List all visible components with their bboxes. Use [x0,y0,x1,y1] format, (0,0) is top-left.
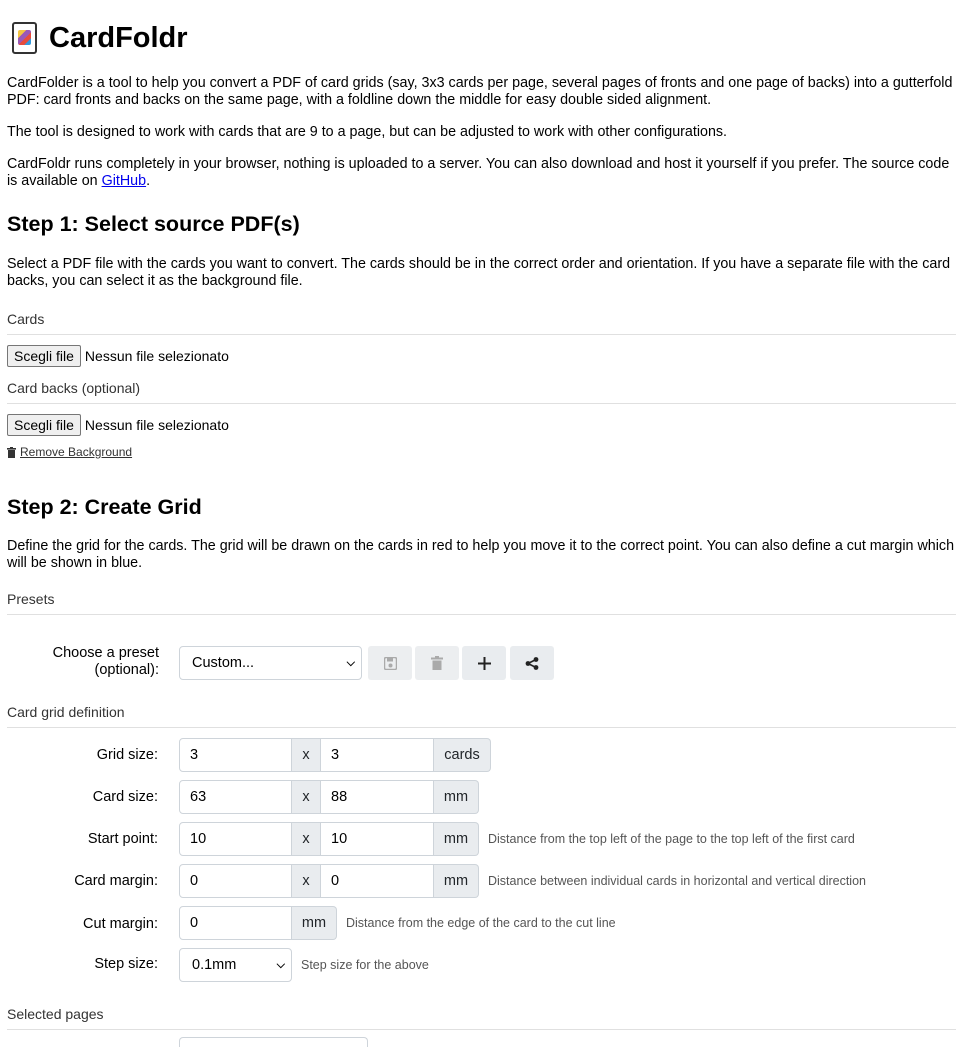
step-size-group [179,948,429,982]
intro-text: CardFoldr runs completely in your browser, nothing is uploaded to a server. You can also download and host it yourself if you prefer. The source code is available on [7,156,950,189]
card-backs-file-status: Nessun file selezionato [84,417,229,433]
start-point-group [179,822,855,856]
start-point-separator: x [292,822,320,856]
intro-paragraph-2: The tool is designed to work with cards that are 9 to a page, but can be adjusted to work with other configurations. [7,124,728,140]
cut-margin-group [179,906,616,940]
plus-icon [478,657,491,670]
step-size-select[interactable] [179,948,292,982]
cut-margin-input[interactable]: 0 [179,906,292,940]
cut-margin-hint: Distance from the edge of the card to the cut line [346,916,616,930]
cut-margin-label: Cut margin: [83,916,158,932]
grid-size-label: Grid size: [96,747,158,763]
grid-size-y-input[interactable]: 3 [320,738,434,772]
grid-size-unit: cards [434,738,491,772]
card-margin-y-input[interactable]: 0 [320,864,434,898]
step1-description: Select a PDF file with the cards you want to convert. The cards should be in the correct order and orientation. If you have a separate file with the card backs, you can select it as the background file. [7,256,951,289]
start-point-unit: mm [434,822,479,856]
card-margin-x-input[interactable]: 0 [179,864,292,898]
cards-choose-file-button[interactable]: Scegli file [7,345,81,367]
selected-pages-select[interactable] [179,1037,368,1047]
card-margin-group [179,864,866,898]
start-point-y-input[interactable]: 10 [320,822,434,856]
preset-row-label [7,645,167,679]
step2-heading: Step 2: Create Grid [7,495,202,519]
card-size-y-input[interactable]: 88 [320,780,434,814]
presets-section-label: Presets [7,590,956,615]
card-margin-unit: mm [434,864,479,898]
grid-size-x-input[interactable]: 3 [179,738,292,772]
card-backs-section-label: Card backs (optional) [7,379,956,404]
save-preset-button[interactable] [368,646,412,680]
card-margin-label: Card margin: [74,873,158,889]
card-margin-hint: Distance between individual cards in horizontal and vertical direction [488,874,866,888]
cut-margin-unit: mm [292,906,337,940]
chevron-down-icon: ⌵ [346,656,355,669]
start-point-hint: Distance from the top left of the page to the top left of the first card [488,832,855,846]
page-title: CardFoldr [49,22,188,54]
step-size-hint: Step size for the above [301,958,429,972]
page-header [7,18,956,58]
delete-preset-button[interactable] [415,646,459,680]
trash-icon [431,656,443,670]
step2-description: Define the grid for the cards. The grid will be drawn on the cards in red to help you move it to the correct point. You can also define a cut margin which will be shown in blue. [7,538,955,571]
card-size-group [179,780,479,814]
share-icon [525,657,539,670]
intro-paragraph-3 [7,156,956,190]
grid-size-group [179,738,491,772]
add-preset-button[interactable] [462,646,506,680]
preset-select-value: Custom... [192,655,255,671]
card-size-label: Card size: [92,789,158,805]
cards-file-status: Nessun file selezionato [84,348,229,364]
card-backs-file-input [7,414,956,436]
preset-select[interactable] [179,646,362,680]
card-size-unit: mm [434,780,479,814]
intro-paragraph-1: CardFolder is a tool to help you convert a PDF of card grids (say, 3x3 cards per page, several pages of fronts and one page of backs) into a gutterfold PDF: card fronts and backs on the same page, with a foldline down the middle for easy double sided alignment. [7,75,953,108]
intro-text-end: . [146,173,151,189]
github-link[interactable]: GitHub [101,173,147,189]
grid-size-separator: x [292,738,320,772]
card-joker-icon [12,22,37,54]
remove-background-link[interactable] [7,445,956,459]
card-size-x-input[interactable]: 63 [179,780,292,814]
cards-section-label: Cards [7,310,956,335]
remove-background-label: Remove Background [20,445,133,459]
selected-pages-section-label: Selected pages [7,1005,956,1030]
step1-heading: Step 1: Select source PDF(s) [7,212,300,236]
chevron-down-icon: ⌵ [276,958,285,971]
card-backs-choose-file-button[interactable]: Scegli file [7,414,81,436]
step-size-label: Step size: [94,956,158,972]
grid-definition-section-label: Card grid definition [7,703,956,728]
step-size-value: 0.1mm [192,957,237,973]
start-point-x-input[interactable]: 10 [179,822,292,856]
start-point-label: Start point: [87,831,158,847]
card-margin-separator: x [292,864,320,898]
card-size-separator: x [292,780,320,814]
cards-file-input [7,345,956,367]
save-icon [384,657,397,670]
preset-label-text: Choose a preset (optional): [52,645,159,678]
trash-icon [7,447,16,458]
share-preset-button[interactable] [510,646,554,680]
